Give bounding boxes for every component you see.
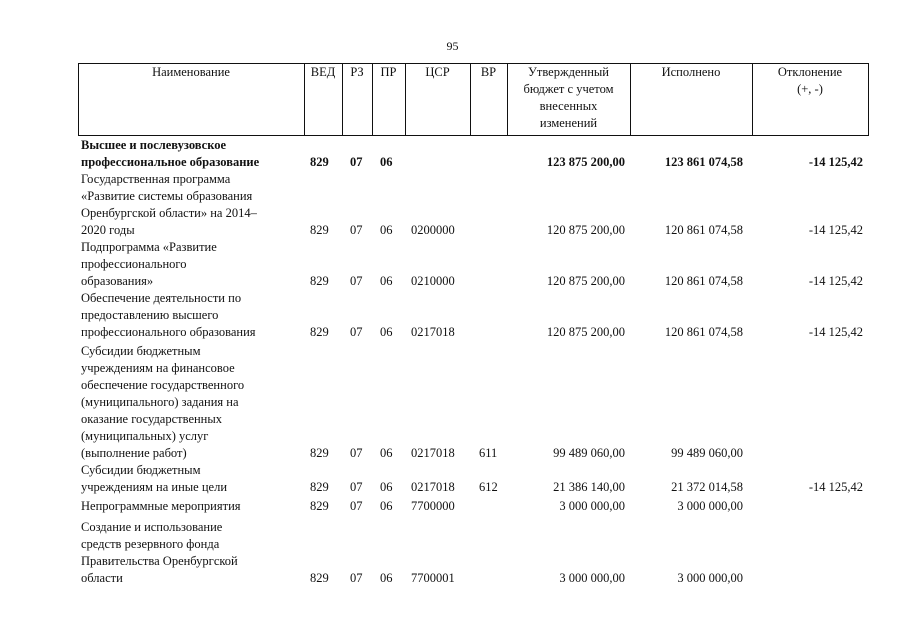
row-ved: 829 <box>310 155 329 169</box>
row-name: Непрограммные мероприятия <box>81 499 241 513</box>
row-csr: 0210000 <box>411 274 455 288</box>
row-name: Создание и использование средств резервного фонда Правительства Оренбургской области <box>81 520 238 585</box>
row-name: Субсидии бюджетным учреждениям на иные цели <box>81 463 228 494</box>
row-pr: 06 <box>380 223 393 237</box>
row-approved: 120 875 200,00 <box>546 223 625 237</box>
row-name: Подпрограмма «Развитие профессионального образования» <box>81 240 217 288</box>
row-rz: 07 <box>350 325 363 339</box>
row-csr: 7700001 <box>411 571 455 585</box>
row-csr: 0217018 <box>411 480 455 494</box>
row-rz: 07 <box>350 155 363 169</box>
header-rz: РЗ <box>350 65 364 79</box>
row-deviation: -14 125,42 <box>808 480 863 494</box>
row-executed: 123 861 074,58 <box>664 155 743 169</box>
row-csr: 0217018 <box>411 325 455 339</box>
row-ved: 829 <box>310 571 329 585</box>
row-approved: 3 000 000,00 <box>559 571 625 585</box>
row-rz: 07 <box>350 499 363 513</box>
page-number: 95 <box>446 39 459 53</box>
header-divider <box>868 63 869 135</box>
row-approved: 99 489 060,00 <box>553 446 625 460</box>
row-rz: 07 <box>350 274 363 288</box>
row-pr: 06 <box>380 325 393 339</box>
header-vr: ВР <box>480 65 497 79</box>
header-deviation: Отклонение (+, -) <box>777 65 843 96</box>
row-ved: 829 <box>310 274 329 288</box>
row-pr: 06 <box>380 446 393 460</box>
row-csr: 0217018 <box>411 446 455 460</box>
row-rz: 07 <box>350 480 363 494</box>
row-executed: 3 000 000,00 <box>677 571 743 585</box>
row-approved: 120 875 200,00 <box>546 325 625 339</box>
row-vr: 611 <box>479 446 498 460</box>
row-deviation: -14 125,42 <box>808 155 863 169</box>
row-pr: 06 <box>380 274 393 288</box>
row-deviation: -14 125,42 <box>808 325 863 339</box>
row-pr: 06 <box>380 499 393 513</box>
header-executed: Исполнено <box>661 65 721 79</box>
header-bottom-rule <box>78 135 869 136</box>
row-rz: 07 <box>350 446 363 460</box>
row-ved: 829 <box>310 499 329 513</box>
row-executed: 21 372 014,58 <box>671 480 743 494</box>
row-name: Государственная программа «Развитие системы образования Оренбургской области» на 2014– 2020 годы <box>81 172 257 237</box>
row-executed: 120 861 074,58 <box>664 274 743 288</box>
row-pr: 06 <box>380 480 393 494</box>
row-executed: 3 000 000,00 <box>677 499 743 513</box>
row-name: Обеспечение деятельности по предоставлению высшего профессионального образования <box>81 291 256 339</box>
row-csr: 7700000 <box>411 499 455 513</box>
row-vr: 612 <box>479 480 498 494</box>
row-approved: 3 000 000,00 <box>559 499 625 513</box>
row-executed: 120 861 074,58 <box>664 325 743 339</box>
header-ved: ВЕД <box>310 65 336 79</box>
row-ved: 829 <box>310 446 329 460</box>
header-approved: Утвержденный бюджет с учетом внесенных изменений <box>523 65 614 130</box>
row-name: Субсидии бюджетным учреждениям на финансовое обеспечение государственного (муниципального) задания на оказание государственных (муниципальных) услуг (выполнение работ) <box>81 344 245 460</box>
row-csr: 0200000 <box>411 223 455 237</box>
row-deviation: -14 125,42 <box>808 223 863 237</box>
row-pr: 06 <box>380 155 393 169</box>
row-approved: 21 386 140,00 <box>553 480 625 494</box>
header-csr: ЦСР <box>425 65 450 79</box>
row-rz: 07 <box>350 571 363 585</box>
row-executed: 120 861 074,58 <box>664 223 743 237</box>
row-approved: 120 875 200,00 <box>546 274 625 288</box>
row-ved: 829 <box>310 480 329 494</box>
row-ved: 829 <box>310 325 329 339</box>
row-executed: 99 489 060,00 <box>671 446 743 460</box>
row-pr: 06 <box>380 571 393 585</box>
row-deviation: -14 125,42 <box>808 274 863 288</box>
row-name: Высшее и послевузовское профессиональное образование <box>81 138 260 169</box>
header-name: Наименование <box>152 65 230 79</box>
row-rz: 07 <box>350 223 363 237</box>
row-ved: 829 <box>310 223 329 237</box>
row-approved: 123 875 200,00 <box>546 155 625 169</box>
header-pr: ПР <box>380 65 397 79</box>
